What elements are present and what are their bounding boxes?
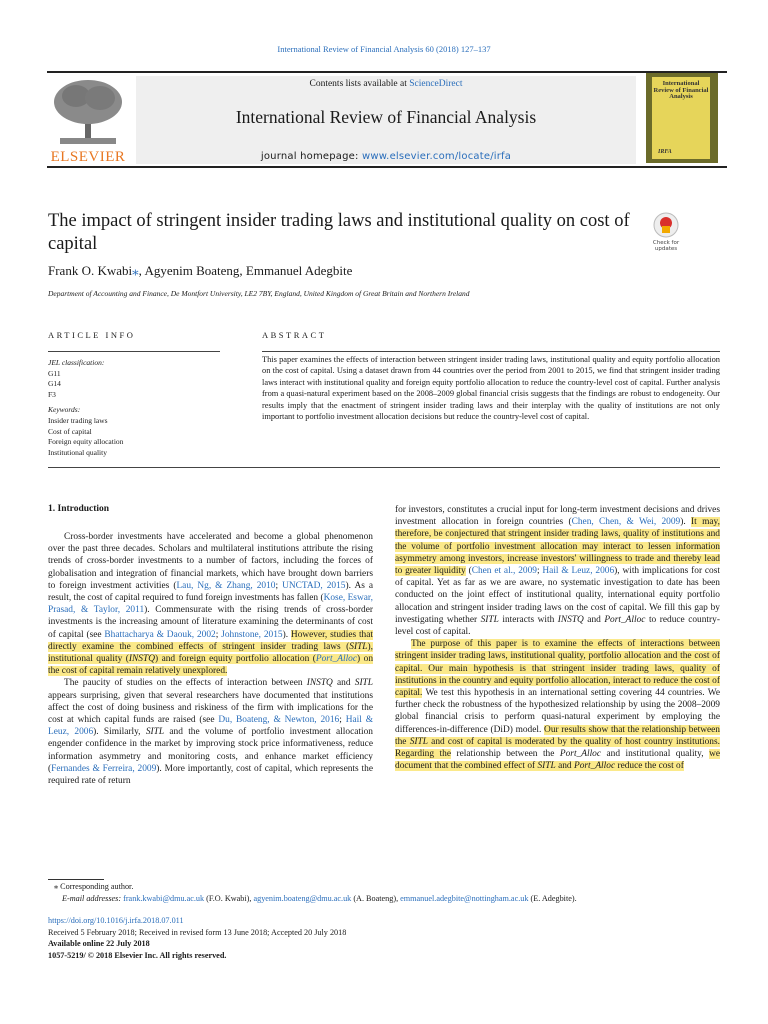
keyword: Insider trading laws bbox=[48, 415, 108, 425]
journal-cover-image[interactable] bbox=[646, 73, 718, 163]
bibliographic-info bbox=[48, 915, 346, 961]
sciencedirect-link[interactable]: ScienceDirect bbox=[409, 79, 463, 89]
citation-link[interactable]: Hail & Leuz, 2006 bbox=[542, 566, 615, 577]
contents-line: Contents lists available at ScienceDirect bbox=[309, 79, 463, 89]
author-list: Frank O. Kwabi⁎, Agyenim Boateng, Emmanuel Adegbite bbox=[48, 263, 353, 278]
citation-link[interactable]: Kose, Eswar, Prasad, & Taylor, 2011 bbox=[48, 593, 373, 616]
footnote-rule bbox=[48, 879, 104, 880]
jel-code: G14 bbox=[48, 379, 61, 389]
keyword: Cost of capital bbox=[48, 426, 92, 436]
keyword: Institutional quality bbox=[48, 447, 107, 457]
received-dates: Received 5 February 2018; Received in revised form 13 June 2018; Accepted 20 July 2018 bbox=[48, 927, 347, 937]
citation-link[interactable]: Chen, Chen, & Wei, 2009 bbox=[571, 517, 681, 528]
citation-link[interactable]: UNCTAD, 2015 bbox=[282, 580, 346, 591]
email-link[interactable]: emmanuel.adegbite@nottingham.ac.uk bbox=[400, 893, 529, 903]
abstract-text: This paper examines the effects of interaction between stringent insider trading laws, institutional quality and equity portfolio allocation on the cost of capital. Using a dataset drawn from 44 countries over the period from 2001 to 2015, we find that stringent insider trading laws interact with institutional quality and foreign equity portfolio allocation to reduce the country-level cost of capital. Further analysis from a quasi-natural experiment based on the 2008–2009 global financial crisis suggests that the findings are robust to endogeneity. Our results imply that the enactment of stringent insider trading laws and their interplay with the quality of institutions are not only important to portfolio investment allocation decisions but reduce the country-level cost of capital. bbox=[262, 355, 720, 422]
homepage-link[interactable]: www.elsevier.com/locate/irfa bbox=[361, 151, 512, 162]
highlighted-text: we document that the combined effect of bbox=[395, 749, 720, 772]
email-addresses: E-mail addresses: frank.kwabi@dmu.ac.uk (F.O. Kwabi), agyenim.boateng@dmu.ac.uk (A. Boateng), emmanuel.adegbite@nottingham.ac.uk (E. Adegbite). bbox=[62, 893, 577, 903]
email-link[interactable]: frank.kwabi@dmu.ac.uk bbox=[123, 893, 205, 903]
doi-link[interactable]: https://doi.org/10.1016/j.irfa.2018.07.011 bbox=[48, 916, 184, 925]
journal-reference[interactable]: International Review of Financial Analysis 60 (2018) 127–137 bbox=[277, 44, 491, 54]
article-info-rule bbox=[48, 351, 220, 352]
cover-title: International Review of Financial Analysis bbox=[653, 80, 709, 100]
header-rule-top bbox=[47, 71, 727, 73]
section-heading-introduction: 1. Introduction bbox=[48, 504, 110, 514]
citation-link[interactable]: Johnstone, 2015 bbox=[221, 629, 283, 640]
journal-homepage: journal homepage: www.elsevier.com/locate/irfa bbox=[260, 151, 512, 162]
abstract-rule bbox=[262, 351, 720, 352]
jel-code: G11 bbox=[48, 368, 61, 378]
highlighted-text: However, studies that directly examine the combined effects of stringent insider trading laws ( bbox=[48, 629, 374, 652]
article-info-heading: ARTICLE INFO bbox=[48, 330, 136, 340]
abstract-bottom-rule bbox=[48, 467, 720, 468]
keyword: Foreign equity allocation bbox=[48, 437, 124, 447]
cover-abbr: IRFA bbox=[658, 148, 672, 155]
highlighted-text: The purpose of this paper is to examine the effects of interactions between stringent insider trading laws, institutional quality, portfolio allocation and the cost of capital. Our main hypothesis is that stringent insider trading laws, quality of institutions in the country and equity portfolio allocation, interact to reduce the cost of capital. bbox=[395, 639, 720, 699]
author-1[interactable]: Frank O. Kwabi bbox=[48, 263, 133, 278]
citation-link[interactable]: Du, Boateng, & Newton, 2016 bbox=[218, 715, 340, 726]
affiliation: Department of Accounting and Finance, De Montfort University, LE2 7BY, England, United Kingdom of Great Britain and Northern Ireland bbox=[48, 289, 470, 298]
abstract-heading: ABSTRACT bbox=[262, 330, 327, 340]
citation-link[interactable]: Bhattacharya & Daouk, 2002 bbox=[104, 629, 216, 640]
right-column bbox=[395, 504, 720, 772]
paragraph: The paucity of studies on the effects of interaction between INSTQ and SITL appears surprising, given that several researchers have documented that institutions affect the cost of doing business and riskiness of the firm with implications for the cost at which capital funds are raised (see Du, Boateng, & Newton, 2016; Hail & Leuz, 2006). Similarly, SITL and the volume of portfolio investment allocation engender confidence in the market by improving stock price informativeness, reduce information asymmetry and monitoring costs, and enhance market efficiency (Fernandes & Ferreira, 2009). More importantly, cost of capital, which represents the required rate of return bbox=[48, 678, 373, 787]
citation-link[interactable]: Hail & Leuz, 2006 bbox=[48, 715, 373, 738]
citation-link[interactable]: Lau, Ng, & Zhang, 2010 bbox=[176, 580, 276, 591]
footnotes bbox=[48, 881, 728, 904]
paragraph: Cross-border investments have accelerated and become a global phenomenon over the past three decades. Scholars and multilateral institutions attribute the rising trends of cross-border investments to a number of factors, including the forces of globalisation and integration of financial markets, which have brought down barriers to foreign investment activities (Lau, Ng, & Zhang, 2010; UNCTAD, 2015). As a result, the cost of capital required to fund foreign investments has fallen (Kose, Eswar, Prasad, & Taylor, 2011). Commensurate with the rising trends of cross-border investments is the increasing amount of literature examining the determinants of cost of capital (see Bhattacharya & Daouk, 2002; Johnstone, 2015). However, studies that directly examine the combined effects of stringent insider trading laws (SITL), institutional quality (INSTQ) and foreign equity portfolio allocation (Port_Alloc) on the cost of capital remain relatively unexplored. bbox=[48, 532, 374, 677]
header-rule-bottom bbox=[47, 166, 727, 168]
author-2[interactable]: Agyenim Boateng bbox=[144, 263, 240, 278]
email-link[interactable]: agyenim.boateng@dmu.ac.uk bbox=[253, 893, 352, 903]
copyright: 1057-5219/ © 2018 Elsevier Inc. All rights reserved. bbox=[48, 950, 227, 960]
publisher-name: ELSEVIER bbox=[50, 149, 126, 165]
highlighted-text: Our results show that the relationship between the bbox=[395, 724, 720, 747]
paragraph: for investors, constitutes a crucial input for long-term investment decisions and drives investment allocation in foreign countries (Chen, Chen, & Wei, 2009). It may, therefore, be conjectured that stringent insider trading laws, quality of institutions and the volume of portfolio investment allocation may interact to lessen information asymmetry among investors, increase investors' willingness to trade and thereby lead to greater liquidity (Chen et al., 2009; Hail & Leuz, 2006), with implications for cost of capital. Yet as far as we are aware, no systematic investigation to date has been conducted on the joint effect of institutional quality, international equity portfolio allocation and stringent insider trading laws on the cost of capital. We fill this gap by investigating whether SITL interacts with INSTQ and Port_Alloc to reduce country-level cost of capital. bbox=[395, 505, 720, 638]
keywords-label: Keywords: bbox=[48, 405, 81, 415]
paragraph: The purpose of this paper is to examine the effects of interactions between stringent insider trading laws, institutional quality, portfolio allocation and the cost of capital. Our main hypothesis is that stringent insider trading laws, quality of institutions in the country and equity portfolio allocation, interact to reduce the cost of capital. We test this hypothesis in an international setting covering 44 countries. We further check the robustness of the hypothesized relationship by using the 2008–2009 global financial crisis to perform quasi-natural experiment by employing the differences-in-difference (DiD) model. Our results show that the relationship between the SITL and cost of capital is moderated by the quality of host country institutions. Regarding the relationship between the Port_Alloc and institutional quality, we document that the combined effect of SITL and Port_Alloc reduce the cost of bbox=[395, 639, 720, 772]
article-title: The impact of stringent insider trading laws and institutional quality on cost of capital bbox=[48, 211, 630, 254]
corresponding-mark[interactable]: ⁎ bbox=[132, 263, 139, 278]
author-3[interactable]: Emmanuel Adegbite bbox=[245, 263, 353, 278]
jel-code: F3 bbox=[48, 389, 56, 399]
check-updates-icon bbox=[653, 212, 679, 238]
check-for-updates-button[interactable]: Check for updates bbox=[648, 212, 684, 260]
left-column bbox=[48, 531, 373, 787]
corresponding-author-note: ⁎ Corresponding author. bbox=[54, 882, 134, 891]
jel-label: JEL classification: bbox=[48, 358, 105, 367]
citation-link[interactable]: Fernandes & Ferreira, 2009 bbox=[51, 763, 157, 774]
citation-link[interactable]: Chen et al., 2009 bbox=[471, 566, 537, 577]
article-info-block bbox=[48, 358, 220, 458]
highlighted-text: It may, therefore, be conjectured that stringent insider trading laws, quality of institutions and the volume of portfolio investment allocation may interact to lessen information asymmetry among investors, increase investors' willingness to trade and thereby lead to greater liquidity bbox=[395, 517, 720, 577]
online-date: Available online 22 July 2018 bbox=[48, 939, 150, 948]
journal-title: International Review of Financial Analysis bbox=[235, 107, 537, 127]
